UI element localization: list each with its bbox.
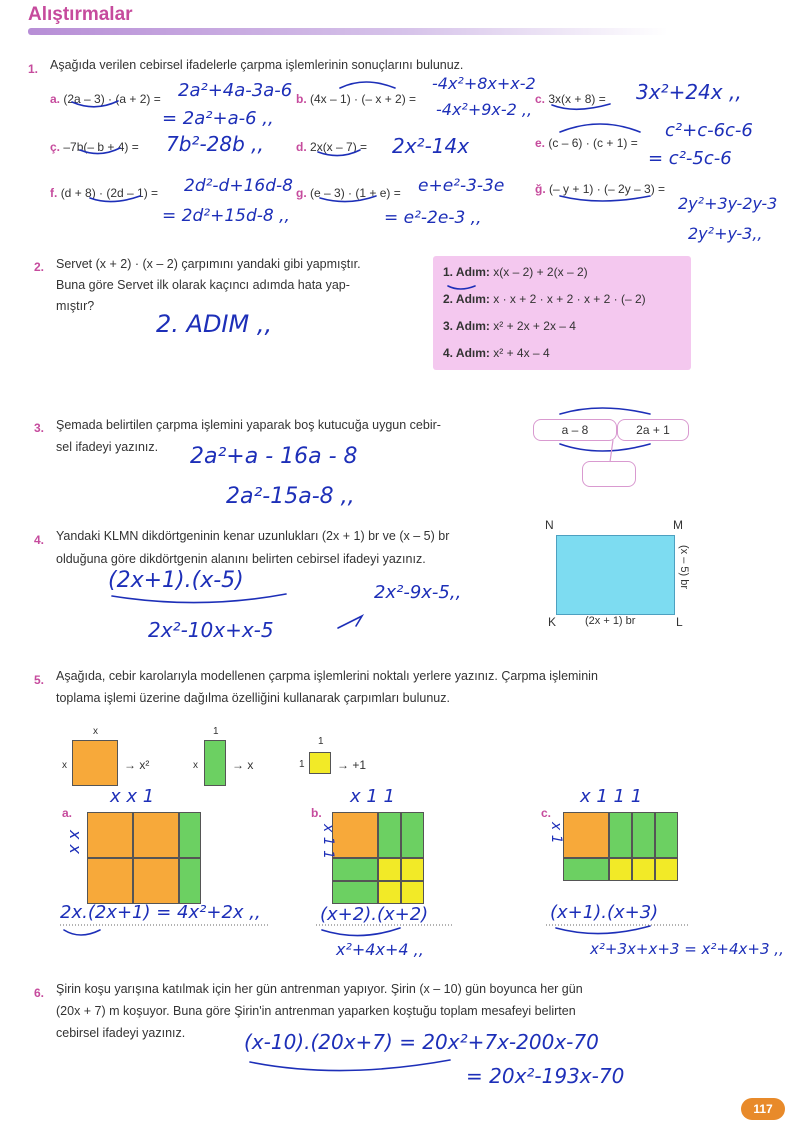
q5a-left-labels: x x [66,830,85,855]
q1gg: ğ. (– y + 1) · (– 2y – 3) = [535,182,666,196]
question-4-text-1: Yandaki KLMN dikdörtgeninin kenar uzunlukları (2x + 1) br ve (x – 5) br [56,529,450,543]
question-6-number: 6. [34,986,45,1000]
question-2-number: 2. [34,260,45,274]
q2-answer: 2. ADIM ,, [156,310,273,338]
question-3-text-1: Şemada belirtilen çarpma işlemini yaparak boş kutucuğa uygun cebir- [56,418,441,432]
ink-underline [112,594,286,603]
ink-underline [552,104,610,109]
q1a-answer-1: 2a²+4a-3a-6 [178,80,293,101]
q5a-top-labels: x x 1 [110,786,155,807]
ink-underline [320,196,376,202]
step-1: 1. Adım: x(x – 2) + 2(x – 2) [443,265,588,279]
q1e-answer-2: = c²-5c-6 [648,148,732,169]
q5c-label: c. [541,806,552,820]
q5a-label: a. [62,806,73,820]
question-1-text: Aşağıda verilen cebirsel ifadelerle çarpma işlemlerinin sonuçlarını bulunuz. [50,58,464,72]
q5c-left-labels: x 1 [548,822,564,844]
q1f: f. (d + 8) · (2d – 1) = [50,186,159,200]
q1b-answer-2: -4x²+9x-2 ,, [436,100,533,119]
q1b-answer-1: -4x²+8x+x-2 [432,74,536,93]
question-3-text-2: sel ifadeyi yazınız. [56,440,159,454]
legend-x2-result: → x² [124,758,150,772]
q4-answer-3: 2x²-9x-5,, [374,582,462,603]
ink-underline [318,150,360,156]
q5b-top-labels: x 1 1 [350,786,395,807]
q5b-left-labels: x 1 1 [320,824,336,859]
corner-m: M [673,518,683,532]
step-4: 4. Adım: x² + 4x – 4 [443,346,550,360]
q3-node-right: 2a + 1 [617,419,689,441]
q3-answer-2: 2a²-15a-8 ,, [226,484,355,509]
q1f-answer-1: 2d²-d+16d-8 [184,176,293,196]
legend-x2-top: x [93,726,98,737]
q1f-answer-2: = 2d²+15d-8 ,, [162,206,290,226]
question-5-text-2: toplama işlemi üzerine dağılma özelliğini kullanarak çarpımları bulunuz. [56,691,450,705]
legend-1-top: 1 [318,736,324,747]
ink-underline [250,1060,450,1071]
ink-underline [448,286,475,289]
q5c-top-labels: x 1 1 1 [580,786,643,807]
ink-underline [560,196,650,201]
question-6-text-1: Şirin koşu yarışına katılmak için her gün antrenman yapıyor. Şirin (x – 10) gün boyunca her gün [56,982,583,996]
question-3-number: 3. [34,421,45,435]
ink-underline [90,196,140,202]
question-6-text-3: cebirsel ifadeyi yazınız. [56,1026,186,1040]
q1d-answer: 2x²-14x [392,134,470,158]
question-4-number: 4. [34,533,45,547]
q4-answer-2: 2x²-10x+x-5 [148,618,274,642]
q5a-answer: 2x.(2x+1) = 4x²+2x ,, [60,902,261,923]
q1g-answer-1: e+e²-3-3e [418,176,505,196]
ink-underline [64,930,100,935]
corner-l: L [676,615,683,629]
section-title: Alıştırmalar [28,4,133,25]
step-2: 2. Adım: x · x + 2 · x + 2 · x + 2 · (– 2) [443,292,646,306]
q1cc: ç. –7b(– b + 4) = [50,140,139,154]
side-bottom-label: (2x + 1) br [585,615,636,627]
q1a: a. (2a – 3) · (a + 2) = [50,92,161,106]
page-number: 117 [741,1098,785,1120]
ink-arrow [338,616,362,628]
corner-n: N [545,518,554,532]
q3-node-left: a – 8 [533,419,617,441]
corner-k: K [548,615,557,629]
question-5-text-1: Aşağıda, cebir karolarıyla modellenen çarpma işlemlerini noktalı yerlere yazınız. Çarpma işleminin [56,669,598,683]
q6-answer-2: = 20x²-193x-70 [466,1064,625,1088]
q3-answer-1: 2a²+a - 16a - 8 [190,444,358,469]
question-2-text-3: mıştır? [56,299,95,313]
ink-arc [560,408,650,414]
question-5-number: 5. [34,673,45,687]
q1gg-answer-2: 2y²+y-3,, [688,224,763,243]
q1b: b. (4x – 1) · (– x + 2) = [296,92,417,106]
step-3: 3. Adım: x² + 2x + 2x – 4 [443,319,576,333]
q5b-label: b. [311,806,322,820]
q1gg-answer-1: 2y²+3y-2y-3 [678,194,778,213]
side-right-label: (x – 5) br [678,545,690,590]
ink-underline [322,928,400,936]
q1e: e. (c – 6) · (c + 1) = [535,136,638,150]
q1d: d. 2x(x – 7) = [296,140,368,154]
ink-underline [556,926,650,934]
legend-x-left: x [193,760,198,771]
legend-x2-left: x [62,760,67,771]
legend-1-left: 1 [299,759,305,770]
q5c-answer-2: x²+3x+x+3 = x²+4x+3 ,, [590,940,784,958]
q5b-answer-2: x²+4x+4 ,, [336,940,424,959]
legend-x-top: 1 [213,726,219,737]
question-1-number: 1. [28,62,39,76]
q5b-answer-1: (x+2).(x+2) [320,904,429,925]
legend-1-result: → +1 [337,758,367,772]
q6-answer-1: (x-10).(20x+7) = 20x²+7x-200x-70 [244,1030,599,1054]
q4-answer-1: (2x+1).(x-5) [108,568,244,593]
q1c-answer: 3x²+24x ,, [636,80,742,104]
q1e-answer-1: c²+c-6c-6 [665,120,753,141]
question-4-text-2: olduğuna göre dikdörtgenin alanını belirten cebirsel ifadeyi yazınız. [56,552,426,566]
ink-arc [560,124,640,132]
ink-underline [80,148,120,154]
q1a-answer-2: = 2a²+a-6 ,, [162,108,274,129]
q1g-answer-2: = e²-2e-3 ,, [384,208,482,228]
ink-underline [72,101,118,107]
q1g: g. (e – 3) · (1 + e) = [296,186,401,200]
question-2-text-1: Servet (x + 2) · (x – 2) çarpımını yandaki gibi yapmıştır. [56,257,361,271]
q5c-answer-1: (x+1).(x+3) [550,902,659,923]
ink-arc [560,444,650,451]
q1c: c. 3x(x + 8) = [535,92,606,106]
question-6-text-2: (20x + 7) m koşuyor. Buna göre Şirin'in antrenman yaparken koştuğu toplam mesafeyi belirten [56,1004,576,1018]
ink-arc [340,82,395,88]
legend-x-result: → x [232,758,254,772]
question-2-text-2: Buna göre Servet ilk olarak kaçıncı adımda hata yap- [56,278,350,292]
q1cc-answer: 7b²-28b ,, [166,132,264,156]
